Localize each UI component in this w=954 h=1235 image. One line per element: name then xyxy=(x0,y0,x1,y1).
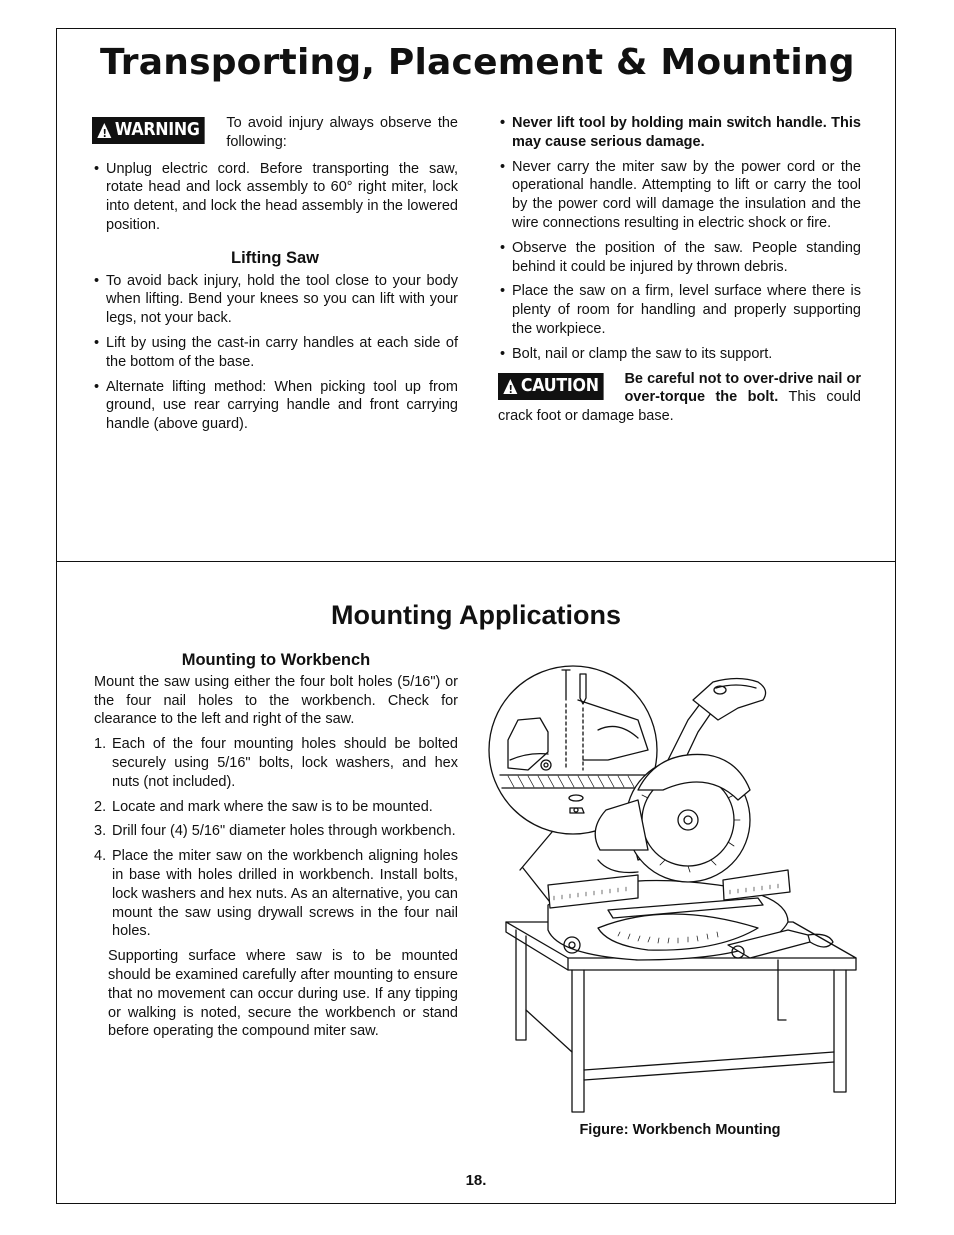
mounting-step: 3. Drill four (4) 5/16" diameter holes through workbench. xyxy=(94,823,456,840)
carry-bullet: • Never carry the miter saw by the power cord or the operational handle. Attempting to lift or carry the tool by the power cord will damage the insulation and the wire connections resulting in electric shock or fire. xyxy=(498,158,861,233)
caution-bold-text: Be careful not to over-drive nail or over-torque the bolt. xyxy=(624,370,861,406)
mounting-step: 2. Locate and mark where the saw is to be mounted. xyxy=(94,798,433,815)
left-column xyxy=(92,114,458,440)
transport-bullet: • Unplug electric cord. Before transporting the saw, rotate head and lock assembly to 60° right miter, lock into detent, and lock the head assembly in the lowered position. xyxy=(92,160,458,235)
warning-text: To avoid injury always observe the following: xyxy=(226,115,458,150)
mounting-subheading: Mounting to Workbench xyxy=(181,651,371,669)
lifting-heading: Lifting Saw xyxy=(231,248,319,267)
switch-handle-bullet: • Never lift tool by holding main switch handle. This may cause serious damage. xyxy=(498,114,861,152)
section-divider xyxy=(56,561,896,562)
mounting-title: Mounting Applications xyxy=(331,600,621,630)
mounting-step: 4. Place the miter saw on the workbench aligning holes in base with holes drilled in workbench. Install bolts, lock washers and hex nuts. As an alternative, you can mount the saw using drywall screws in the four nail holes. xyxy=(94,848,458,940)
lift-bullet: • To avoid back injury, hold the tool close to your body when lifting. Bend your knees so you can lift with your legs, not your back. xyxy=(92,272,458,328)
alert-triangle-icon xyxy=(97,123,111,138)
alert-triangle-icon xyxy=(503,379,517,394)
right-column xyxy=(498,114,861,426)
caution-block xyxy=(498,370,861,426)
warning-block xyxy=(92,114,458,152)
bolt-bullet: • Bolt, nail or clamp the saw to its support. xyxy=(498,345,861,364)
workbench-mounting-figure xyxy=(488,660,860,1115)
caution-badge xyxy=(498,373,604,400)
warning-badge xyxy=(92,117,205,144)
mounting-column xyxy=(94,651,458,1041)
lift-bullet: • Lift by using the cast-in carry handles at each side of the bottom of the base. xyxy=(92,334,458,372)
page-title: Transporting, Placement & Mounting xyxy=(100,42,855,83)
mounting-intro: Mount the saw using either the four bolt holes (5/16") or the four nail holes to the workbench. Check for clearance to the left and right of the saw. xyxy=(94,673,458,728)
mounting-step: 1. Each of the four mounting holes should be bolted securely using 5/16" bolts, lock washers, and hex nuts (not included). xyxy=(94,736,458,790)
caution-text: This could crack foot or damage base. xyxy=(498,389,861,425)
warning-label: WARNING xyxy=(114,119,200,141)
lift-bullet: • Alternate lifting method: When picking tool up from ground, use rear carrying handle and front carrying handle (above guard). xyxy=(92,378,458,434)
figure-caption: Figure: Workbench Mounting xyxy=(579,1122,781,1138)
page-number: 18. xyxy=(465,1172,487,1189)
surface-bullet: • Place the saw on a firm, level surface where there is plenty of room for handling and properly supporting the workpiece. xyxy=(498,282,861,338)
position-bullet: • Observe the position of the saw. People standing behind it could be injured by thrown debris. xyxy=(498,239,861,277)
support-note: Supporting surface where saw is to be mounted should be examined carefully after mounting to ensure that no movement can occur during use. If any tipping or walking is noted, secure the workbench or stand before operating the compound miter saw. xyxy=(108,948,458,1040)
caution-label: CAUTION xyxy=(520,374,599,396)
